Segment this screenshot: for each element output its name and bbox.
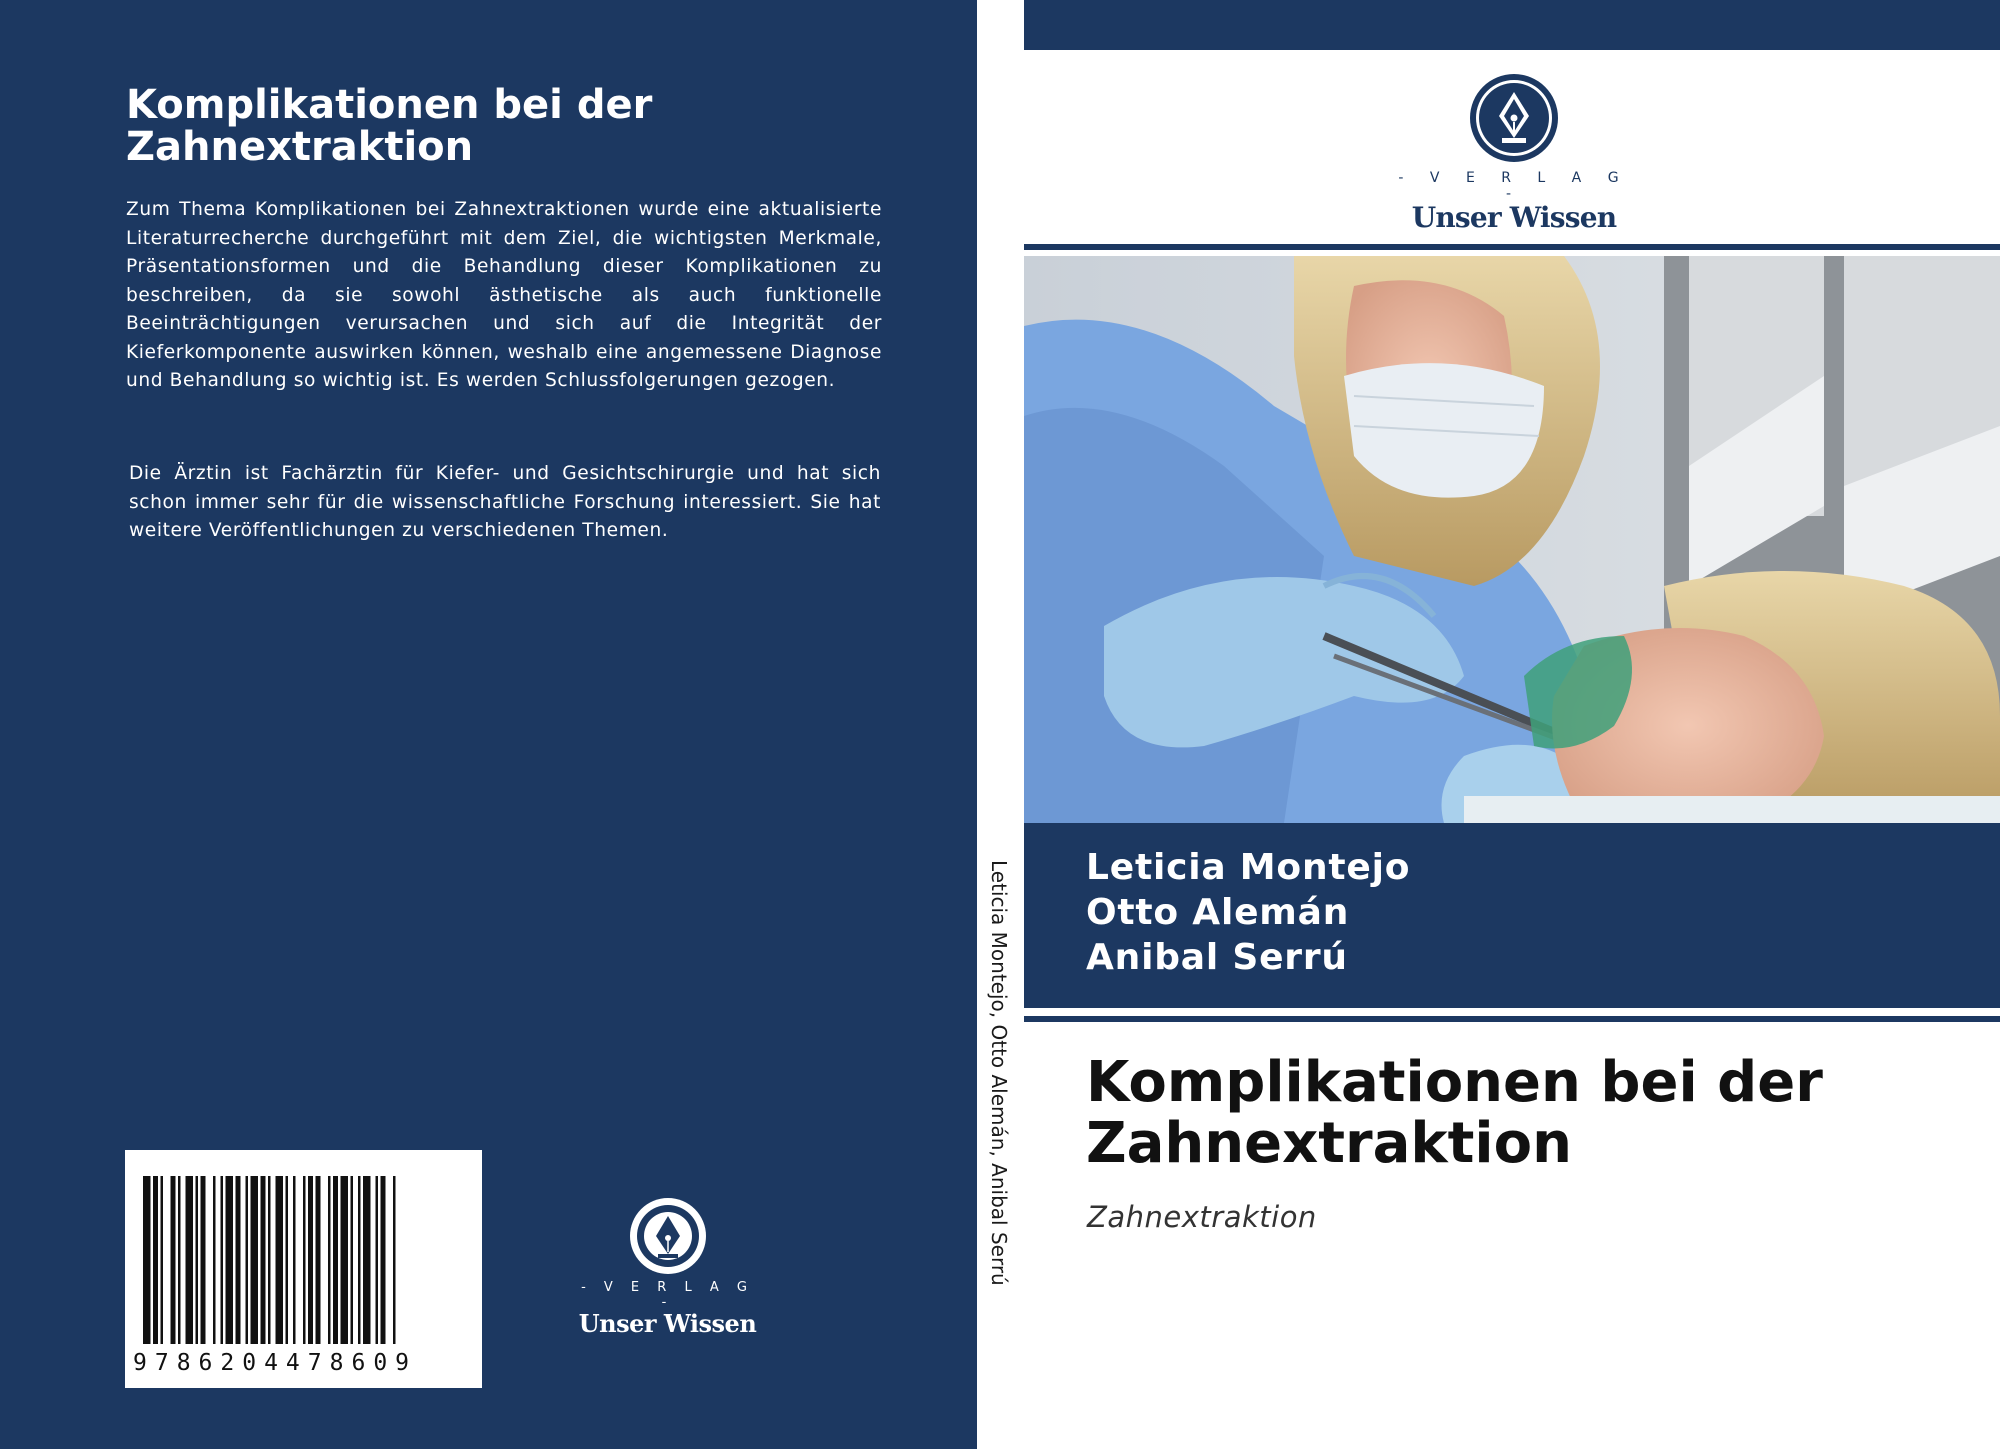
barcode-bar	[213, 1176, 216, 1344]
author-list	[1086, 845, 1410, 980]
barcode-bar	[286, 1176, 289, 1344]
barcode-bar	[221, 1176, 224, 1344]
divider-rule-top	[1024, 244, 2000, 250]
barcode-bar	[358, 1176, 361, 1344]
spine-authors: Leticia Montejo, Otto Alemán, Anibal Serrú	[987, 860, 1011, 1286]
barcode-bar	[276, 1176, 284, 1344]
barcode-bar	[316, 1176, 321, 1344]
author-bio: Die Ärztin ist Fachärztin für Kiefer- und Gesichtschirurgie und hat sich schon immer sehr für die wissenschaftliche Forschung interessiert. Sie hat weitere Veröffentlichungen zu verschiedenen Themen.	[129, 463, 881, 541]
book-abstract: Zum Thema Komplikationen bei Zahnextraktionen wurde eine aktualisierte Literaturrecherche durchgeführt mit dem Ziel, die wichtigsten Merkmale, Präsentationsformen und die Behandlung dieser Komplikationen zu beschreiben, da sie sowohl ästhetische als auch funktionelle Beeinträchtigungen verursachen und sich auf die Integrität der Kieferkomponente auswirken können, weshalb eine angemessene Diagnose und Behandlung so wichtig ist. Es werden Schlussfolgerungen gezogen.	[126, 199, 882, 391]
barcode-bar	[308, 1176, 313, 1344]
barcode-bar	[293, 1176, 296, 1344]
back-cover	[0, 0, 977, 1449]
barcode-bar	[303, 1176, 306, 1344]
front-title-line-2: Zahnextraktion	[1086, 1111, 1572, 1176]
barcode-bar	[351, 1176, 354, 1344]
barcode-bar	[171, 1176, 176, 1344]
barcode-bar	[268, 1176, 271, 1344]
author-name: Anibal Serrú	[1086, 937, 1348, 978]
cover-photo-dental-extraction	[1024, 256, 2000, 823]
back-title-line-1: Komplikationen bei der	[126, 82, 653, 128]
publisher-name: Unser Wissen	[1411, 201, 1617, 234]
publisher-logo-back	[570, 1196, 765, 1338]
cover-photo-illustration	[1024, 256, 2000, 823]
back-cover-title	[126, 84, 886, 168]
front-cover-subtitle: Zahnextraktion	[1087, 1200, 1317, 1234]
barcode-bar	[261, 1176, 266, 1344]
publisher-logo-front	[1384, 72, 1644, 234]
barcode-bar	[328, 1176, 331, 1344]
isbn-barcode	[125, 1150, 482, 1388]
back-title-line-2: Zahnextraktion	[126, 124, 474, 170]
publisher-verlag-label: - V E R L A G -	[581, 1280, 754, 1310]
front-cover-title	[1086, 1052, 1986, 1174]
barcode-bar	[341, 1176, 349, 1344]
author-name: Leticia Montejo	[1086, 847, 1411, 888]
author-name: Otto Alemán	[1086, 892, 1350, 933]
barcode-bars	[143, 1176, 464, 1356]
barcode-bar	[143, 1176, 151, 1344]
barcode-bar	[236, 1176, 241, 1344]
barcode-bar	[178, 1176, 181, 1344]
fountain-pen-nib-icon	[628, 1196, 708, 1276]
barcode-bar	[196, 1176, 199, 1344]
barcode-bar	[376, 1176, 379, 1344]
publisher-name: Unser Wissen	[578, 1309, 757, 1338]
barcode-bar	[153, 1176, 158, 1344]
barcode-bar	[246, 1176, 249, 1344]
publisher-verlag-label: - V E R L A G -	[1398, 170, 1630, 202]
top-band	[1024, 0, 2000, 50]
author-band	[1024, 823, 2000, 1008]
barcode-bar	[186, 1176, 194, 1344]
barcode-bar	[393, 1176, 396, 1344]
divider-rule-bottom	[1024, 1016, 2000, 1022]
barcode-bar	[226, 1176, 234, 1344]
barcode-bar	[363, 1176, 371, 1344]
barcode-bar	[381, 1176, 386, 1344]
barcode-bar	[201, 1176, 206, 1344]
fountain-pen-nib-icon	[1468, 72, 1560, 164]
isbn-digits: 9786204478609	[133, 1350, 418, 1376]
barcode-bar	[161, 1176, 164, 1344]
front-title-line-1: Komplikationen bei der	[1086, 1050, 1823, 1115]
barcode-bar	[251, 1176, 259, 1344]
barcode-bar	[333, 1176, 338, 1344]
front-cover	[1024, 0, 2000, 1449]
